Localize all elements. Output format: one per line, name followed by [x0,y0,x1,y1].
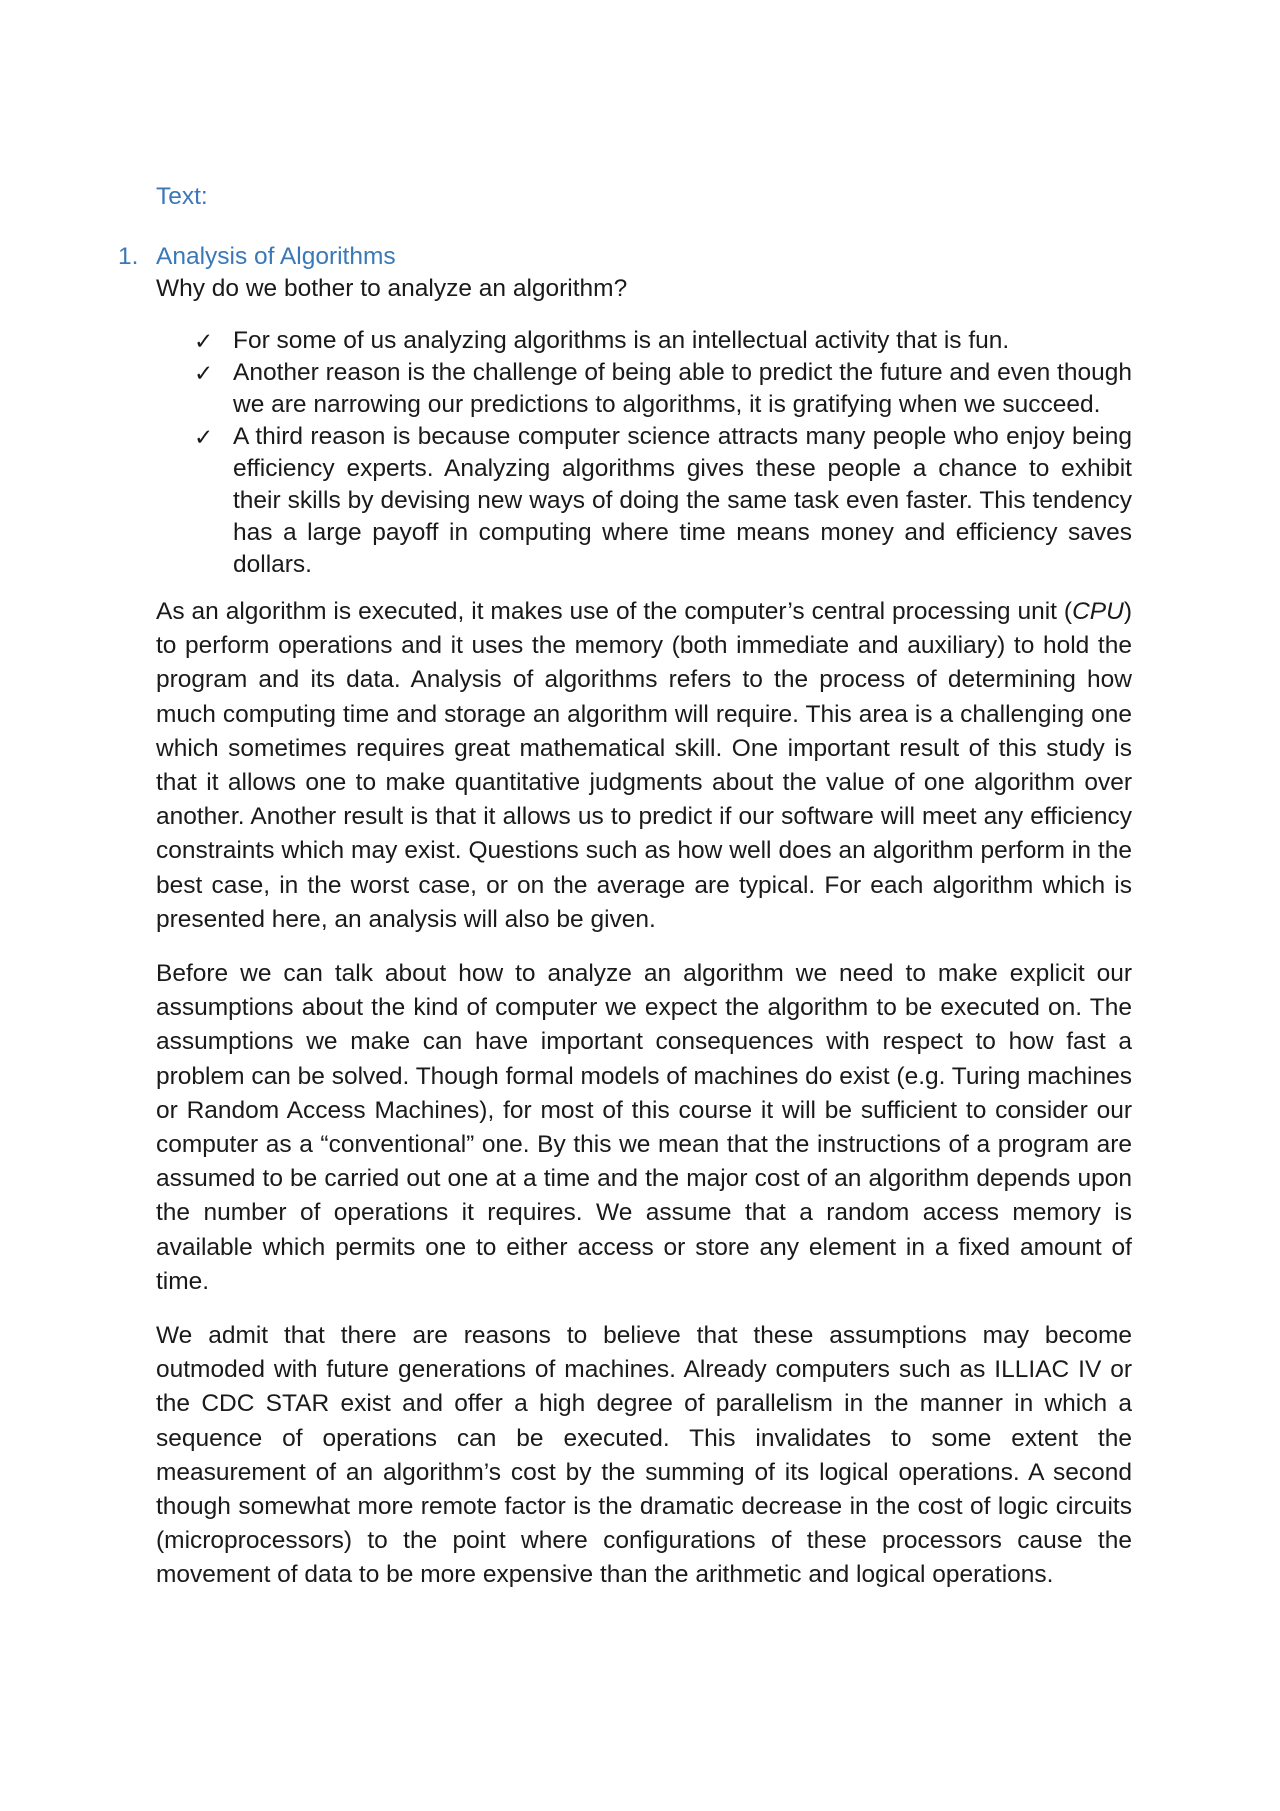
list-item [194,325,1132,357]
paragraph-execution [156,595,1132,937]
checkmark-icon: ✓ [194,328,214,354]
reasons-list [156,325,1132,581]
paragraph-parallelism: We admit that there are reasons to believe that these assumptions may become outmoded with future generations of machines. Already computers such as ILLIAC IV or the CDC STAR exist and offer a high degree of parallelism in the manner in which a sequence of operations can be executed. This invalidates to some extent the measurement of an algorithm’s cost by the summing of its logical operations. A second though somewhat more remote factor is the dramatic decrease in the cost of logic circuits (microprocessors) to the point where configurations of these processors cause the movement of data to be more expensive than the arithmetic and logical operations. [156,1322,1132,1589]
list-item [194,357,1132,421]
cpu-term: CPU [1072,598,1124,625]
list-item-text: A third reason is because computer science attracts many people who enjoy being efficiency experts. Analyzing algorithms gives these people a chance to exhibit their skills by devising new ways of doing the same task even faster. This tendency has a large payoff in computing where time means money and efficiency saves dollars. [233,423,1132,578]
checkmark-icon: ✓ [194,424,214,450]
section-heading [118,241,1132,272]
list-item-text: For some of us analyzing algorithms is an intellectual activity that is fun. [233,327,1010,354]
text-heading: Text: [156,183,208,210]
checkmark-icon: ✓ [194,360,214,386]
section-question: Why do we bother to analyze an algorithm? [156,275,628,302]
paragraph-text: ) to perform operations and it uses the memory (both immediate and auxiliary) to hold the program and its data. Analysis of algorithms refers to the process of determining how much computing time and storage an algorithm will require. This area is a challenging one which sometimes requires great mathematical skill. One important result of this study is that it allows one to make quantitative judgments about the value of one algorithm over another. Another result is that it allows us to predict if our software will meet any efficiency constraints which may exist. Questions such as how well does an algorithm perform in the best case, in the worst case, or on the average are typical. For each algorithm which is presented here, an analysis will also be given. [156,598,1132,933]
list-item [194,421,1132,581]
list-item-text: Another reason is the challenge of being able to predict the future and even though we are narrowing our predictions to algorithms, it is gratifying when we succeed. [233,359,1132,418]
paragraph-text: As an algorithm is executed, it makes use of the computer’s central processing unit ( [156,598,1073,625]
document-body [118,181,1132,1593]
paragraph-assumptions: Before we can talk about how to analyze an algorithm we need to make explicit our assumptions about the kind of computer we expect the algorithm to be executed on. The assumptions we make can have important consequences with respect to how fast a problem can be solved. Though formal models of machines do exist (e.g. Turing machines or Random Access Machines), for most of this course it will be sufficient to consider our computer as a “conventional” one. By this we mean that the instructions of a program are assumed to be carried out one at a time and the major cost of an algorithm depends upon the number of operations it requires. We assume that a random access memory is available which permits one to either access or store any element in a fixed amount of time. [156,960,1132,1295]
section-title: Analysis of Algorithms [156,243,396,270]
section-number: 1. [118,243,139,270]
